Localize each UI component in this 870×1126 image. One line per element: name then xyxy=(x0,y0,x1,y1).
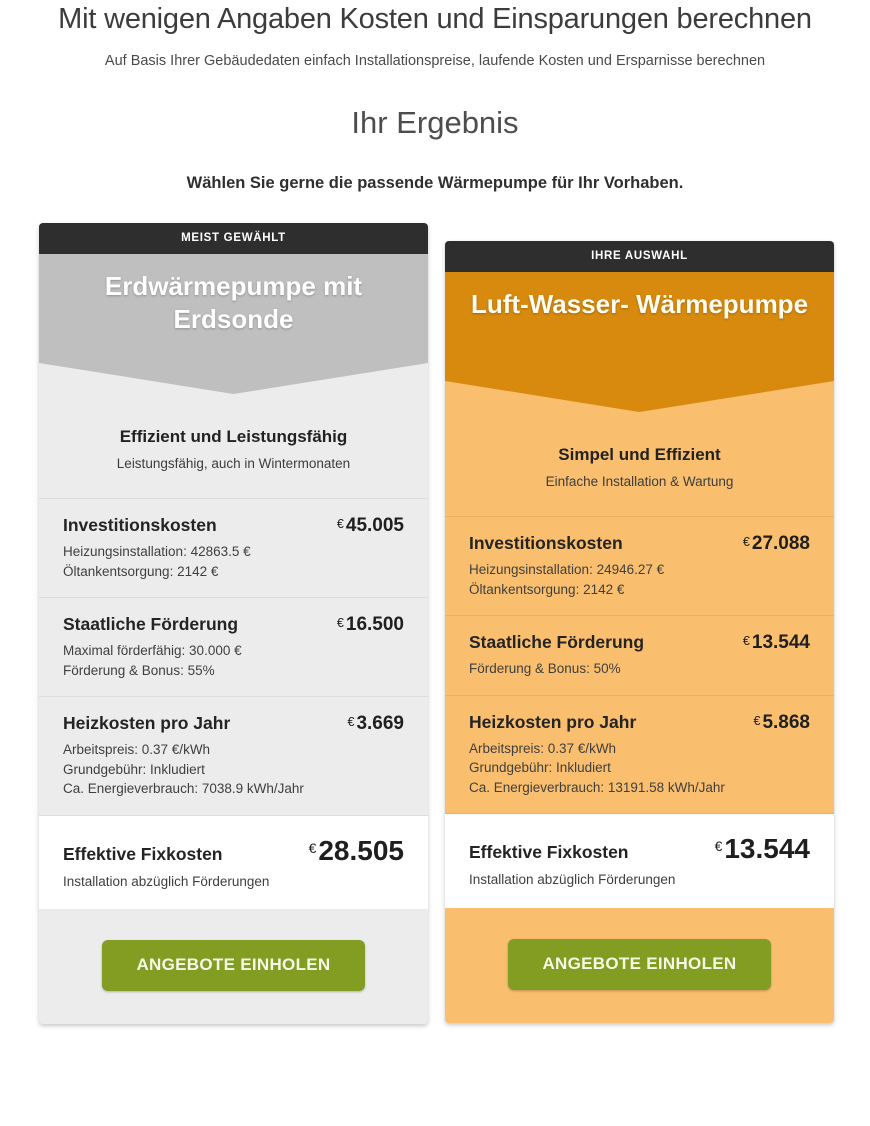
currency-symbol: € xyxy=(742,535,750,549)
row-note: Grundgebühr: Inkludiert xyxy=(469,760,611,775)
row-amount: 27.088 xyxy=(751,533,810,554)
row-label: Heizkosten pro Jahr xyxy=(63,713,231,733)
page-title: Mit wenigen Angaben Kosten und Einsparungen berechnen xyxy=(58,3,812,35)
row-amount: 13.544 xyxy=(751,632,810,653)
card-tagline-block-left xyxy=(39,394,428,498)
total-value xyxy=(715,830,810,865)
cta-wrap-right xyxy=(445,908,834,1023)
row-note: Förderung & Bonus: 55% xyxy=(63,662,215,678)
row-note: Öltankentsorgung: 2142 € xyxy=(63,563,219,579)
card-badge-right: IHRE AUSWAHL xyxy=(445,241,834,272)
row-note: Heizungsinstallation: 24946.27 € xyxy=(469,562,665,577)
row-note: Ca. Energieverbrauch: 7038.9 kWh/Jahr xyxy=(63,781,304,796)
card-badge-left: MEIST GEWÄHLT xyxy=(39,223,428,254)
result-subtitle: Wählen Sie gerne die passende Wärmepumpe für Ihr Vorhaben. xyxy=(186,174,684,192)
row-note: Maximal förderfähig: 30.000 € xyxy=(63,643,242,658)
total-label: Effektive Fixkosten xyxy=(469,842,629,862)
pricing-cards xyxy=(0,223,870,1053)
page-subtitle: Auf Basis Ihrer Gebäudedaten einfach Installationspreise, laufende Kosten und Ersparnisse berechnen xyxy=(104,53,766,69)
card-erdwaermepumpe[interactable] xyxy=(39,223,428,1024)
request-offers-button-left[interactable]: ANGEBOTE EINHOLEN xyxy=(102,940,364,991)
card-tagline-right: Simpel und Effizient xyxy=(558,445,721,464)
result-title: Ihr Ergebnis xyxy=(351,105,519,140)
card-banner-left xyxy=(39,254,428,362)
total-amount: 28.505 xyxy=(318,834,404,866)
row-note: Heizungsinstallation: 42863.5 € xyxy=(63,544,251,559)
card-tagline-sub-right: Einfache Installation & Wartung xyxy=(545,474,734,489)
row-note: Arbeitspreis: 0.37 €/kWh xyxy=(63,742,211,757)
currency-symbol: € xyxy=(742,634,750,648)
table-row xyxy=(39,597,428,696)
cta-wrap-left xyxy=(39,909,428,1024)
row-value xyxy=(743,531,810,555)
row-value xyxy=(348,711,405,735)
row-amount: 16.500 xyxy=(345,614,404,635)
row-label: Staatliche Förderung xyxy=(469,632,645,652)
card-luft-wasser-waermepumpe[interactable] xyxy=(445,241,834,1023)
row-amount: 45.005 xyxy=(345,515,404,536)
total-note: Installation abzüglich Förderungen xyxy=(469,872,676,887)
currency-symbol: € xyxy=(714,838,723,854)
page-header xyxy=(0,0,870,193)
row-note: Ca. Energieverbrauch: 13191.58 kWh/Jahr xyxy=(469,779,725,795)
row-value xyxy=(754,710,811,734)
row-label: Heizkosten pro Jahr xyxy=(469,711,637,732)
currency-symbol: € xyxy=(336,616,344,630)
row-note: Öltankentsorgung: 2142 € xyxy=(469,581,625,597)
card-title-right: Luft-Wasser- Wärmepumpe xyxy=(470,289,809,319)
card-title-left: Erdwärmepumpe mit Erdsonde xyxy=(104,271,363,334)
total-row xyxy=(445,813,834,908)
row-value xyxy=(743,630,810,654)
card-tagline-sub-left: Leistungsfähig, auch in Wintermonaten xyxy=(116,456,351,471)
row-label: Investitionskosten xyxy=(469,533,623,553)
card-banner-right xyxy=(445,272,834,380)
table-row xyxy=(445,615,834,695)
row-amount: 5.868 xyxy=(762,711,810,733)
row-note: Grundgebühr: Inkludiert xyxy=(63,761,205,777)
table-row xyxy=(39,498,428,597)
currency-symbol: € xyxy=(308,839,317,856)
currency-symbol: € xyxy=(753,713,761,728)
total-label: Effektive Fixkosten xyxy=(63,843,223,864)
row-value xyxy=(337,612,404,636)
total-row xyxy=(39,815,428,910)
total-value xyxy=(309,832,404,867)
chevron-notch-icon-right xyxy=(445,380,834,412)
row-label: Investitionskosten xyxy=(63,515,217,535)
chevron-notch-icon-left xyxy=(39,362,428,394)
total-amount: 13.544 xyxy=(724,833,810,864)
row-label: Staatliche Förderung xyxy=(63,614,239,634)
currency-symbol: € xyxy=(336,517,344,531)
card-tagline-block-right xyxy=(445,412,834,516)
request-offers-button-right[interactable]: ANGEBOTE EINHOLEN xyxy=(508,939,770,990)
row-note: Förderung & Bonus: 50% xyxy=(469,661,621,676)
row-amount: 3.669 xyxy=(356,713,404,734)
table-row xyxy=(39,696,428,815)
table-row xyxy=(445,516,834,615)
row-value xyxy=(337,513,404,537)
currency-symbol: € xyxy=(347,715,355,729)
card-tagline-left: Effizient und Leistungsfähig xyxy=(119,427,348,446)
table-row xyxy=(445,695,834,814)
row-note: Arbeitspreis: 0.37 €/kWh xyxy=(469,740,617,756)
total-note: Installation abzüglich Förderungen xyxy=(63,873,270,889)
